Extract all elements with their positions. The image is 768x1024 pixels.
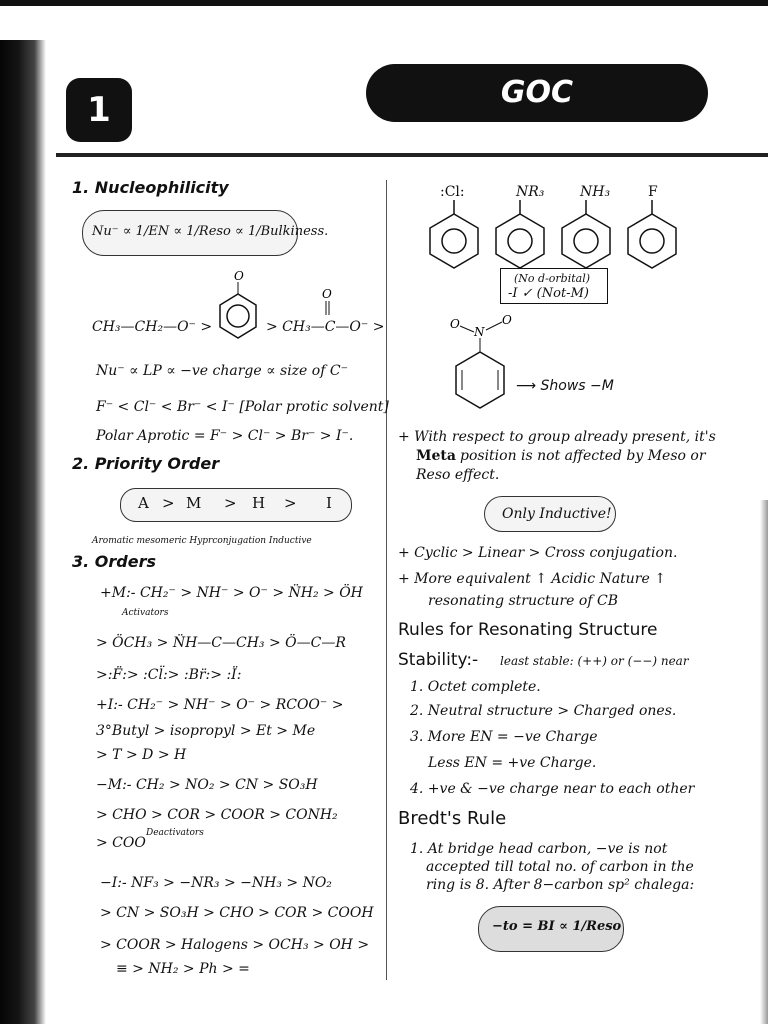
carbonyl-mark xyxy=(318,288,338,318)
conjugation-bullet: + Cyclic > Linear > Cross conjugation. xyxy=(398,545,678,561)
nucleophilicity-line-3: Polar Aprotic = F⁻ > Cl⁻ > Br⁻ > I⁻. xyxy=(96,428,354,444)
priority-gt-3: > xyxy=(284,494,297,512)
acidic-bullet-line-1: + More equivalent ↑ Acidic Nature ↑ xyxy=(398,571,666,587)
bredts-rule-title: Bredt's Rule xyxy=(398,808,507,829)
substituted-benzene-rings xyxy=(420,200,690,270)
minus-m-line-2: > CHO > COR > COOR > CONH₂ xyxy=(96,807,338,823)
rule-1: 1. Octet complete. xyxy=(410,679,541,695)
priority-letter-m: M xyxy=(186,494,202,512)
meta-bullet-line-3: Reso effect. xyxy=(416,467,500,483)
minus-m-line-1: −M:- CH₂ > NO₂ > CN > SO₃H xyxy=(96,777,318,793)
svg-text:O: O xyxy=(450,317,460,331)
plus-m-line-3: >:F̈:> :Cl̈:> :Br̈:> :Ï: xyxy=(96,667,242,683)
minus-m-line-3: > COO xyxy=(96,835,146,851)
meta-bullet-bold: Meta xyxy=(416,448,456,464)
no-d-orbital-label: (No d-orbital) xyxy=(514,272,591,285)
section-orders-title: 3. Orders xyxy=(72,552,156,571)
bredt-line-3: ring is 8. After 8−carbon sp² chalega: xyxy=(426,877,695,893)
scan-edge-right xyxy=(760,500,768,1024)
minus-i-line-3: > COOR > Halogens > OCH₃ > OH > xyxy=(100,937,370,953)
minus-i-line-1: −I:- NF₃ > −NR₃ > −NH₃ > NO₂ xyxy=(100,875,332,891)
minus-i-line-4: ≡ > NH₂ > Ph > = xyxy=(116,961,250,977)
stability-label: Stability:- xyxy=(398,650,479,670)
phenoxide-order-a: CH₃—CH₂—O⁻ > xyxy=(92,319,213,335)
column-divider xyxy=(386,180,387,980)
section-nucleophilicity-title: 1. Nucleophilicity xyxy=(72,178,229,197)
nucleophilicity-formula: Nu⁻ ∝ 1/EN ∝ 1/Reso ∝ 1/Bulkiness. xyxy=(92,224,329,239)
priority-letter-a: A xyxy=(138,494,149,512)
substituent-nh3: NH₃ xyxy=(580,184,611,200)
plus-i-line-2: 3°Butyl > isopropyl > Et > Me xyxy=(96,723,316,739)
rule-3-b: Less EN = +ve Charge. xyxy=(428,755,597,771)
priority-gt-1: > xyxy=(162,494,175,512)
activators-label: Activators xyxy=(122,608,169,618)
substituent-nr3: NR₃ xyxy=(516,184,545,200)
bredt-formula: −to = BI ∝ 1/Reso xyxy=(492,919,622,934)
svg-text:O: O xyxy=(502,313,512,327)
phenoxide-ring-icon xyxy=(214,269,264,350)
shows-m-label: ⟶ Shows −M xyxy=(516,378,614,394)
stability-note: least stable: (++) or (−−) near xyxy=(500,654,689,668)
not-m-label: -I ✓ (Not-M) xyxy=(508,286,589,301)
deactivators-label: Deactivators xyxy=(146,828,204,838)
phenoxide-order-b: > CH₃—C—O⁻ > xyxy=(266,319,385,335)
acidic-bullet-line-2: resonating structure of CB xyxy=(428,593,618,609)
header-rule xyxy=(56,153,768,157)
svg-text:N: N xyxy=(474,325,485,339)
topic-title: GOC xyxy=(366,64,708,122)
priority-gt-2: > xyxy=(224,494,237,512)
bredt-line-1: 1. At bridge head carbon, −ve is not xyxy=(410,841,668,857)
meta-bullet-line-2: position is not affected by Meso or xyxy=(460,448,706,464)
priority-letter-h: H xyxy=(252,494,266,512)
priority-letter-i: I xyxy=(326,494,332,512)
plus-m-line-2: > ÖCH₃ > N̈H—C—CH₃ > Ö—C—R xyxy=(96,635,346,651)
svg-text:O: O xyxy=(322,287,332,301)
minus-i-line-2: > CN > SO₃H > CHO > COR > COOH xyxy=(100,905,374,921)
meta-bullet-line-1: + With respect to group already present, it's xyxy=(398,429,716,445)
scan-edge-left xyxy=(0,40,46,1024)
nucleophilicity-line-2: F⁻ < Cl⁻ < Br⁻ < I⁻ [Polar protic solvent] xyxy=(96,399,389,415)
chapter-number-badge: 1 xyxy=(66,78,132,142)
resonating-rules-title: Rules for Resonating Structure xyxy=(398,620,658,640)
substituent-cl: :Cl: xyxy=(440,184,465,200)
section-priority-title: 2. Priority Order xyxy=(72,454,220,473)
svg-text:O: O xyxy=(234,269,244,283)
substituent-f: F xyxy=(648,184,658,200)
priority-caption: Aromatic mesomeric Hyprconjugation Inductive xyxy=(92,536,312,546)
rule-3: 3. More EN = −ve Charge xyxy=(410,729,598,745)
plus-m-line-1: +M:- CH₂⁻ > NH⁻ > O⁻ > N̈H₂ > ÖH xyxy=(100,585,363,601)
plus-i-line-1: +I:- CH₂⁻ > NH⁻ > O⁻ > RCOO⁻ > xyxy=(96,697,344,713)
nitrobenzene-structure-icon xyxy=(446,312,536,422)
rule-2: 2. Neutral structure > Charged ones. xyxy=(410,703,677,719)
scan-edge-top xyxy=(0,0,768,6)
nucleophilicity-line-1: Nu⁻ ∝ LP ∝ −ve charge ∝ size of C⁻ xyxy=(96,363,348,379)
only-inductive-label: Only Inductive! xyxy=(502,506,612,522)
rule-4: 4. +ve & −ve charge near to each other xyxy=(410,781,695,797)
plus-i-line-3: > T > D > H xyxy=(96,747,187,763)
bredt-line-2: accepted till total no. of carbon in the xyxy=(426,859,694,875)
